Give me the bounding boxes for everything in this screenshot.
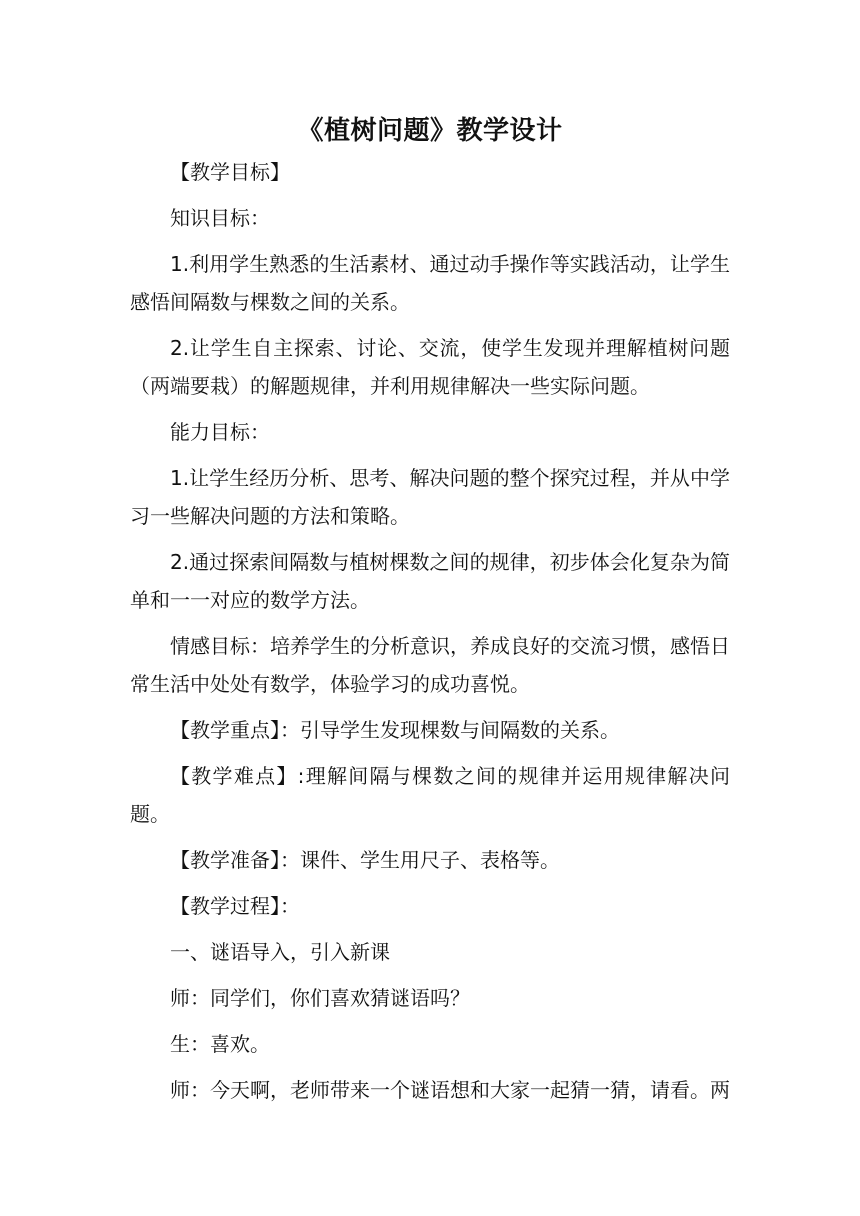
paragraph-teaching-preparation: 【教学准备】：课件、学生用尺子、表格等。 <box>170 848 560 872</box>
paragraph-emotion-goal: 情感目标：培养学生的分析意识，养成良好的交流习惯，感悟日常生活中处处有数学，体验学习的成功喜悦。 <box>130 634 730 696</box>
paragraph-dialogue-student-1: 生：喜欢。 <box>170 1032 270 1056</box>
paragraph-teaching-focus: 【教学重点】：引导学生发现棵数与间隔数的关系。 <box>170 718 620 742</box>
paragraph-teaching-goals-heading: 【教学目标】 <box>170 160 290 184</box>
paragraph-ability-goal-1: 1.让学生经历分析、思考、解决问题的整个探究过程，并从中学习一些解决问题的方法和策略。 <box>130 466 730 528</box>
paragraph-knowledge-goal-2: 2.让学生自主探索、讨论、交流，使学生发现并理解植树问题（两端要栽）的解题规律，并利用规律解决一些实际问题。 <box>130 336 730 398</box>
paragraph-teaching-difficulty: 【教学难点】:理解间隔与棵数之间的规律并运用规律解决问题。 <box>130 764 730 826</box>
document-title: 《植树问题》教学设计 <box>297 116 563 146</box>
paragraph-dialogue-teacher-2: 师：今天啊，老师带来一个谜语想和大家一起猜一猜，请看。两 <box>170 1078 730 1102</box>
paragraph-ability-goal-2: 2.通过探索间隔数与植树棵数之间的规律，初步体会化复杂为简单和一一对应的数学方法。 <box>130 550 730 612</box>
paragraph-section-1-heading: 一、谜语导入，引入新课 <box>170 940 390 964</box>
paragraph-knowledge-goals-heading: 知识目标： <box>170 206 270 230</box>
paragraph-ability-goals-heading: 能力目标： <box>170 420 270 444</box>
paragraph-knowledge-goal-1: 1.利用学生熟悉的生活素材、通过动手操作等实践活动，让学生感悟间隔数与棵数之间的关系。 <box>130 252 730 314</box>
paragraph-teaching-process-heading: 【教学过程】： <box>170 894 300 918</box>
paragraph-dialogue-teacher-1: 师：同学们，你们喜欢猜谜语吗？ <box>170 986 470 1010</box>
document-body <box>130 153 730 1117</box>
